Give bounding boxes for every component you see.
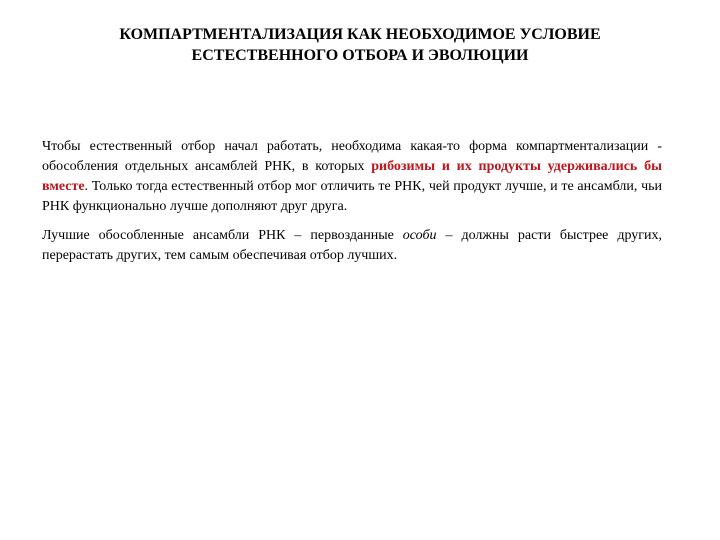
slide-body: [42, 137, 662, 266]
slide-title: [40, 24, 680, 66]
paragraph-2: [42, 226, 662, 266]
title-line-1: КОМПАРТМЕНТАЛИЗАЦИЯ КАК НЕОБХОДИМОЕ УСЛОВИЕ: [119, 26, 601, 43]
paragraph-1-text-end: . Только тогда естественный отбор мог отличить те РНК, чей продукт лучше, и те ансамбли, чьи РНК функционально лучше дополняют друг друга.: [42, 179, 662, 214]
paragraph-2-text-end: – должны расти быстрее других, перерастать других, тем самым обеспечивая отбор лучших.: [42, 228, 662, 263]
italic-term: особи: [402, 228, 437, 243]
paragraph-1: [42, 137, 662, 217]
paragraph-1-text-start: Чтобы естественный отбор начал работать, необходима какая-то форма компартментализации - обособления отдельных ансамблей РНК, в которых: [42, 139, 662, 174]
title-line-2: ЕСТЕСТВЕННОГО ОТБОРА И ЭВОЛЮЦИИ: [191, 47, 529, 64]
highlighted-phrase: рибозимы и их продукты удерживались бы вместе: [42, 159, 662, 194]
paragraph-2-text-start: Лучшие обособленные ансамбли РНК – первозданные: [42, 228, 403, 243]
